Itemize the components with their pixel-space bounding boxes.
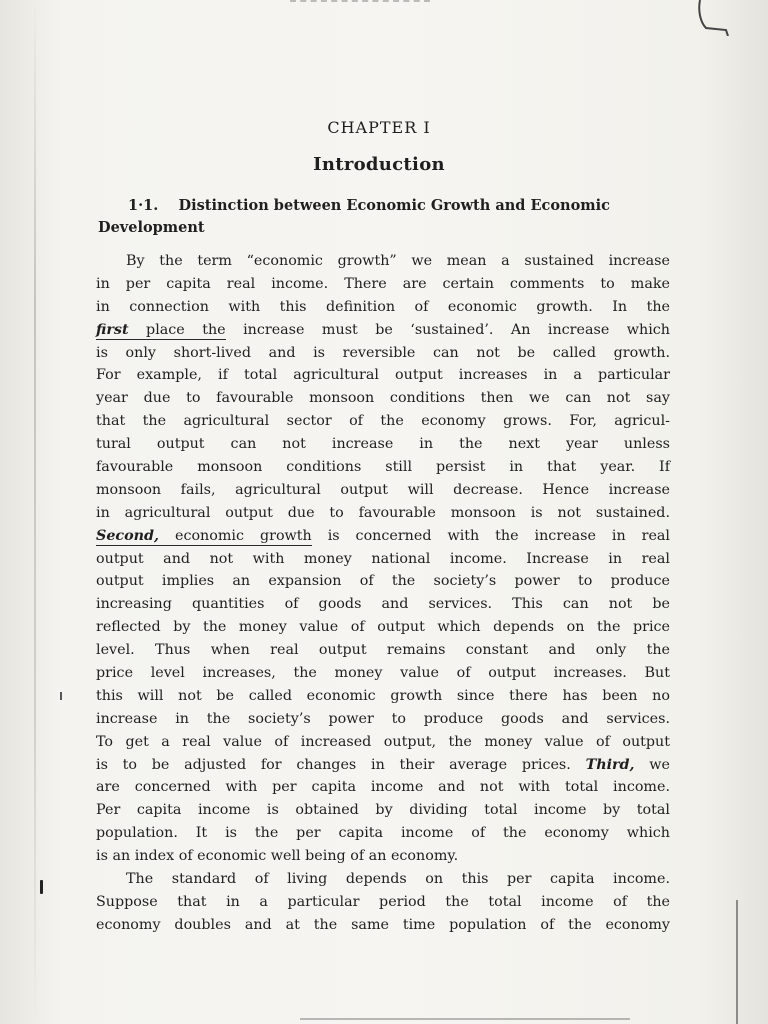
line-rest: is concerned with the increase in real bbox=[311, 527, 671, 544]
emphasis-third: Third, bbox=[585, 756, 635, 773]
margin-mark bbox=[40, 880, 43, 894]
chapter-title: Introduction bbox=[313, 154, 445, 175]
emphasis-second: Second, bbox=[96, 527, 160, 544]
page-bottom-edge bbox=[300, 1018, 630, 1020]
text-line: Suppose that in a particular period the total income of the bbox=[96, 893, 670, 910]
text-line: monsoon fails, agricultural output will decrease. Hence increase bbox=[96, 481, 670, 498]
text-line: Per capita income is obtained by dividing total income by total bbox=[96, 802, 670, 819]
section-heading-text: Distinction between Economic Growth and Economic Development bbox=[98, 197, 610, 236]
text-line: To get a real value of increased output, the money value of output bbox=[96, 733, 670, 750]
text-line: year due to favourable monsoon conditions then we can not say bbox=[96, 390, 670, 407]
emphasis-first: first bbox=[96, 321, 129, 338]
line-start: is to be adjusted for changes in their average prices. bbox=[96, 756, 586, 773]
text-line: output and not with money national income. Increase in real bbox=[96, 550, 670, 567]
text-line: in connection with this definition of economic growth. In the bbox=[96, 298, 670, 315]
text-line: For example, if total agricultural output increases in a particular bbox=[96, 367, 670, 384]
body-text bbox=[96, 250, 670, 937]
text-line: in per capita real income. There are certain comments to make bbox=[96, 275, 670, 292]
margin-speck bbox=[60, 692, 62, 700]
text-line bbox=[96, 754, 670, 777]
text-line: this will not be called economic growth since there has been no bbox=[96, 687, 670, 704]
page-edge-line bbox=[736, 900, 738, 1024]
text-line: The standard of living depends on this per capita income. bbox=[126, 871, 670, 888]
text-line: is an index of economic well being of an economy. bbox=[96, 848, 459, 865]
line-rest: increase must be ‘sustained’. An increase which bbox=[225, 321, 670, 338]
text-line: favourable monsoon conditions still persist in that year. If bbox=[96, 459, 670, 476]
text-line: output implies an expansion of the society’s power to produce bbox=[96, 573, 670, 590]
text-line: price level increases, the money value of output increases. But bbox=[96, 665, 670, 682]
text-line: level. Thus when real output remains constant and only the bbox=[96, 642, 670, 659]
text-line: reflected by the money value of output which depends on the price bbox=[96, 619, 670, 636]
underlined-phrase: economic growth bbox=[159, 527, 312, 544]
line-rest: we bbox=[634, 756, 670, 773]
text-line bbox=[96, 319, 670, 342]
top-bleed-through bbox=[290, 0, 430, 8]
corner-fold-mark bbox=[696, 0, 730, 36]
text-line: tural output can not increase in the next year unless bbox=[96, 436, 670, 453]
underlined-phrase: place the bbox=[128, 321, 226, 338]
text-line: are concerned with per capita income and not with total income. bbox=[96, 779, 670, 796]
section-heading bbox=[98, 195, 664, 239]
chapter-label: CHAPTER I bbox=[327, 118, 431, 137]
section-number: 1·1. bbox=[128, 197, 159, 214]
text-line: in agricultural output due to favourable monsoon is not sustained. bbox=[96, 504, 670, 521]
text-line: By the term “economic growth” we mean a sustained increase bbox=[126, 253, 670, 269]
text-line: economy doubles and at the same time population of the economy bbox=[96, 916, 670, 933]
text-line: that the agricultural sector of the economy grows. For, agricul- bbox=[96, 413, 670, 430]
text-line: increasing quantities of goods and services. This can not be bbox=[96, 596, 670, 613]
text-line: is only short-lived and is reversible can not be called growth. bbox=[96, 344, 670, 361]
text-line: population. It is the per capita income of the economy which bbox=[96, 825, 670, 842]
text-line bbox=[96, 525, 670, 548]
text-line: increase in the society’s power to produce goods and services. bbox=[96, 710, 670, 727]
